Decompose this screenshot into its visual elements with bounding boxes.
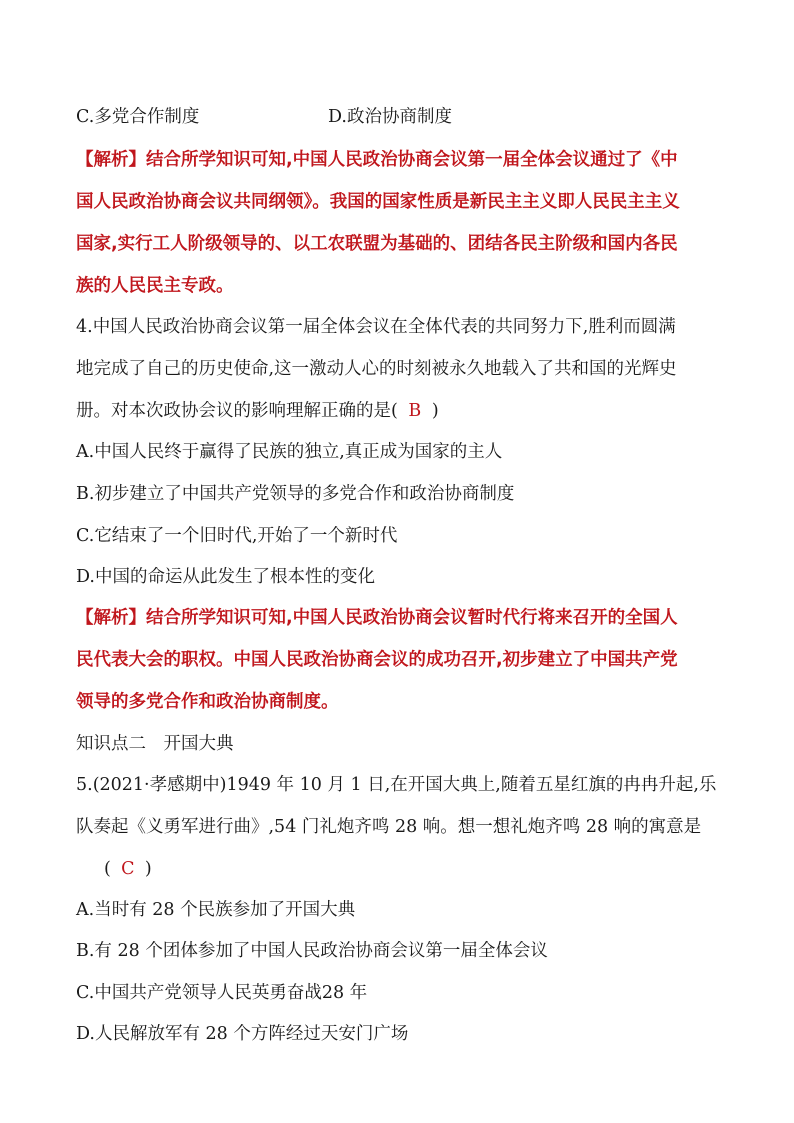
q4-close-paren: ) [431, 401, 439, 421]
q4-answer: B [408, 401, 422, 421]
q5-stem-line-2: 队奏起《义勇军进行曲》,54 门礼炮齐鸣 28 响。想一想礼炮齐鸣 28 响的寓意是 [76, 817, 702, 837]
q4-stem-line-3 [76, 399, 726, 423]
q3-options-row [76, 105, 726, 129]
analysis1-line-1: 【解析】结合所学知识可知,中国人民政治协商会议第一届全体会议通过了《中 [76, 150, 678, 170]
q4-stem-text: 册。对本次政协会议的影响理解正确的是( [76, 401, 398, 421]
q3-option-d: D.政治协商制度 [328, 107, 452, 127]
analysis2-line-2: 民代表大会的职权。中国人民政治协商会议的成功召开,初步建立了中国共产党 [76, 650, 678, 670]
q4-stem-line-1: 4.中国人民政治协商会议第一届全体会议在全体代表的共同努力下,胜利而圆满 [76, 317, 676, 337]
analysis1-line-2: 国人民政治协商会议共同纲领》。我国的国家性质是新民主主义即人民民主主义 [76, 192, 680, 212]
q5-option-b: B.有 28 个团体参加了中国人民政治协商会议第一届全体会议 [76, 941, 548, 961]
q5-option-c: C.中国共产党领导人民英勇奋战28 年 [76, 983, 368, 1003]
q4-option-d: D.中国的命运从此发生了根本性的变化 [76, 567, 375, 587]
q4-stem-line-2: 地完成了自己的历史使命,这一激动人心的时刻被永久地载入了共和国的光辉史 [76, 359, 677, 379]
analysis2-line-3: 领导的多党合作和政治协商制度。 [76, 692, 339, 712]
q5-stem-line-1: 5.(2021·孝感期中)1949 年 10 月 1 日,在开国大典上,随着五星红旗的冉冉升起,乐 [76, 775, 717, 795]
q5-answer: C [121, 859, 135, 879]
q5-option-d: D.人民解放军有 28 个方阵经过天安门广场 [76, 1024, 409, 1044]
q4-option-b: B.初步建立了中国共产党领导的多党合作和政治协商制度 [76, 484, 515, 504]
q4-option-a: A.中国人民终于赢得了民族的独立,真正成为国家的主人 [76, 442, 503, 462]
q5-option-a: A.当时有 28 个民族参加了开国大典 [76, 900, 356, 920]
analysis2-line-1: 【解析】结合所学知识可知,中国人民政治协商会议暂时代行将来召开的全国人 [76, 608, 678, 628]
analysis1-line-4: 族的人民民主专政。 [76, 276, 234, 296]
section-title: 知识点二 开国大典 [76, 734, 234, 754]
q4-option-c: C.它结束了一个旧时代,开始了一个新时代 [76, 526, 398, 546]
q3-option-c: C.多党合作制度 [76, 107, 200, 127]
analysis1-line-3: 国家,实行工人阶级领导的、以工农联盟为基础的、团结各民主阶级和国内各民 [76, 234, 678, 254]
q5-close-paren: ) [144, 859, 152, 879]
q5-answer-row [104, 857, 754, 881]
q5-open-paren: ( [104, 859, 111, 879]
